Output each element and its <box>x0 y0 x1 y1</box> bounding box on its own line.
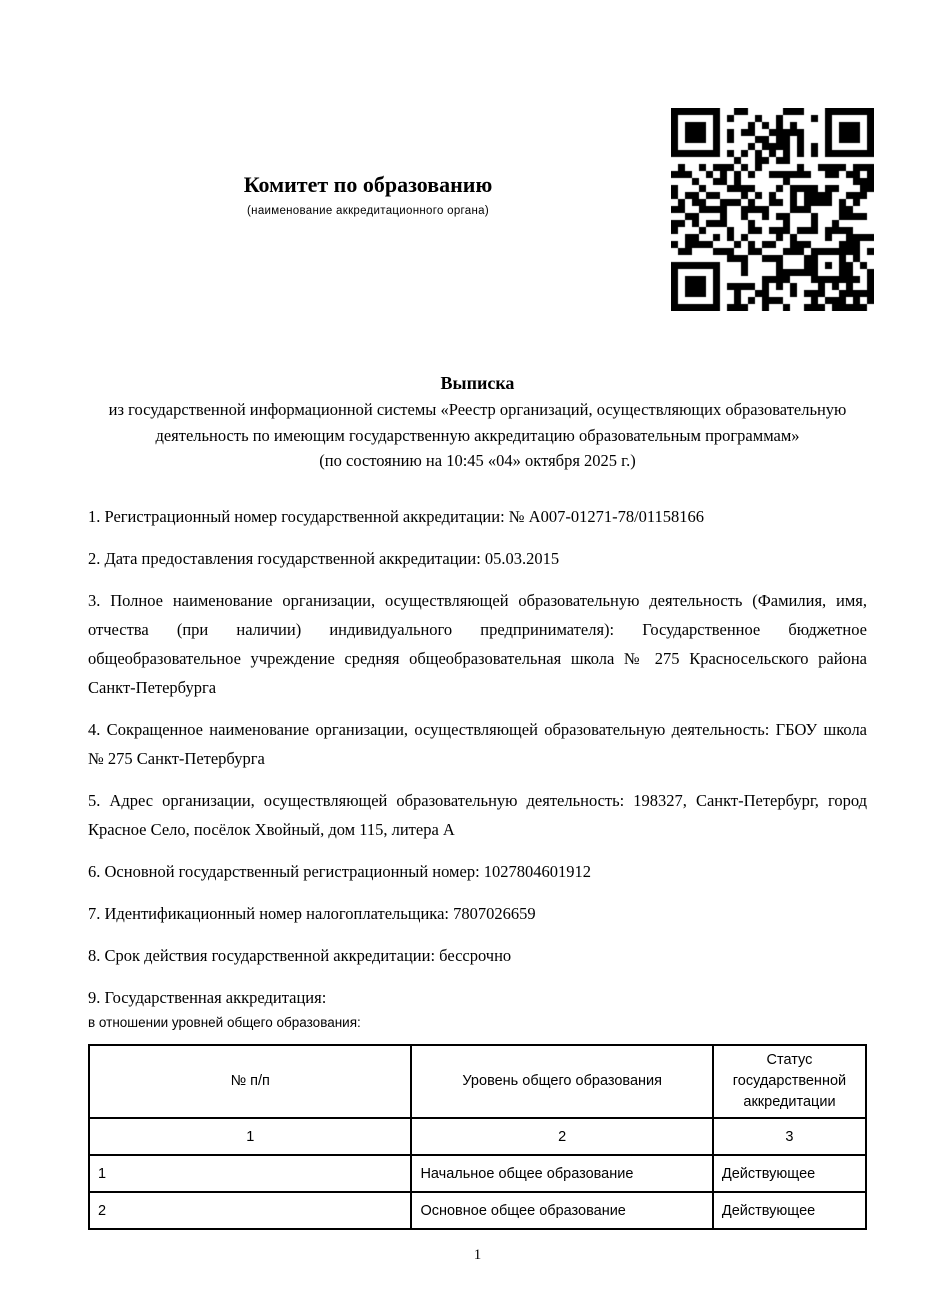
item-state-accreditation-subtitle: в отношении уровней общего образования: <box>88 1015 361 1030</box>
cell-row-number: 2 <box>89 1192 411 1229</box>
column-number: 1 <box>89 1118 411 1155</box>
item-full-name: 3. Полное наименование организации, осуществляющей образовательную деятельность (Фамилия, имя, отчества (при наличии) индивидуального предпринимателя): Государственное бюджетное общеобразовательное учреждение средняя общеобразовательная школа № 275 Красносельского района Санкт-Петербурга <box>88 591 867 697</box>
document-title: Выписка <box>440 373 515 393</box>
item-ogrn: 6. Основной государственный регистрационный номер: 1027804601912 <box>88 862 592 881</box>
column-header-number: № п/п <box>89 1045 411 1118</box>
cell-education-level: Основное общее образование <box>411 1192 712 1229</box>
document-subtitle: из государственной информационной системы «Реестр организаций, осуществляющих образовательную деятельность по имеющим государственную аккредитацию образовательным программам» <box>108 400 847 445</box>
column-number: 2 <box>411 1118 712 1155</box>
cell-row-number: 1 <box>89 1155 411 1192</box>
document-date-line: (по состоянию на 10:45 «04» октября 2025 г.) <box>319 451 636 470</box>
column-header-level: Уровень общего образования <box>411 1045 712 1118</box>
item-accreditation-date: 2. Дата предоставления государственной аккредитации: 05.03.2015 <box>88 549 560 568</box>
item-validity: 8. Срок действия государственной аккредитации: бессрочно <box>88 946 512 965</box>
accreditation-authority-name: Комитет по образованию <box>243 172 493 197</box>
accreditation-authority-caption: (наименование аккредитационного органа) <box>247 205 489 217</box>
table-row <box>89 1155 866 1192</box>
qr-code-icon <box>671 108 874 311</box>
page-number: 1 <box>473 1247 482 1263</box>
cell-status: Действующее <box>713 1192 866 1229</box>
table-column-number-row <box>89 1118 866 1155</box>
item-address: 5. Адрес организации, осуществляющей образовательную деятельность: 198327, Санкт-Петербург, город Красное Село, посёлок Хвойный, дом 115, литера А <box>88 791 867 839</box>
cell-education-level: Начальное общее образование <box>411 1155 712 1192</box>
item-state-accreditation <box>88 983 867 1034</box>
column-header-status: Статус государственной аккредитации <box>713 1045 866 1118</box>
item-inn: 7. Идентификационный номер налогоплательщика: 7807026659 <box>88 904 536 923</box>
column-number: 3 <box>713 1118 866 1155</box>
item-state-accreditation-title: 9. Государственная аккредитация: <box>88 988 327 1007</box>
accreditation-levels-table <box>88 1044 867 1230</box>
table-row <box>89 1192 866 1229</box>
accreditation-authority-block <box>88 172 648 217</box>
document-body <box>88 502 867 1264</box>
document-title-block <box>88 371 867 474</box>
item-short-name: 4. Сокращенное наименование организации, осуществляющей образовательную деятельность: ГБОУ школа № 275 Санкт-Петербурга <box>88 720 867 768</box>
item-registration-number: 1. Регистрационный номер государственной аккредитации: № А007-01271-78/01158166 <box>88 507 705 526</box>
cell-status: Действующее <box>713 1155 866 1192</box>
table-header-row <box>89 1045 866 1118</box>
